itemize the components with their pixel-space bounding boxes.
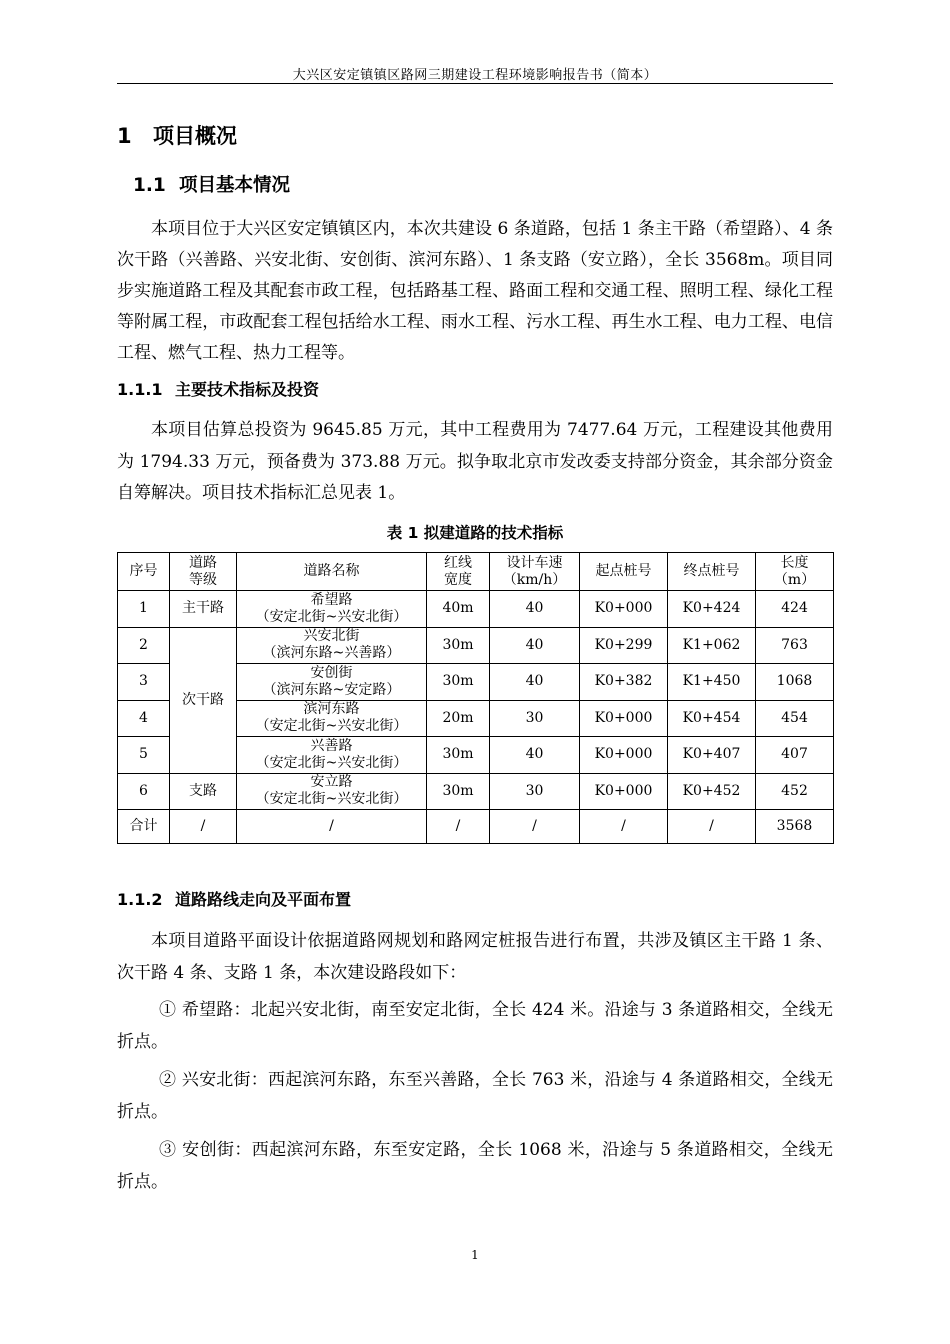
cell-width: 30m	[427, 664, 490, 701]
cell-width: 30m	[427, 773, 490, 810]
header-seq: 序号	[118, 553, 170, 591]
section-number: 1.1.1	[117, 380, 163, 399]
cell-seq: 6	[118, 773, 170, 810]
cell-seq: 4	[118, 700, 170, 737]
cell-grade: 次干路	[170, 627, 237, 773]
header-end: 终点桩号	[668, 553, 756, 591]
header-speed-line1: 设计车速	[506, 554, 563, 571]
header-length-line1: 长度	[780, 554, 809, 571]
header-length	[756, 553, 834, 591]
investment-paragraph: 本项目估算总投资为 9645.85 万元，其中工程费用为 7477.64 万元，工程建设其他费用为 1794.33 万元，预备费为 373.88 万元。拟争取北京市发改委支持部分资金，其余部分资金自筹解决。项目技术指标汇总见表 1。	[117, 420, 833, 503]
cell-grade: 主干路	[170, 591, 237, 628]
cell-start: K0+000	[580, 700, 668, 737]
cell-name	[237, 700, 427, 737]
header-start: 起点桩号	[580, 553, 668, 591]
cell-width: 20m	[427, 700, 490, 737]
cell-start: K0+299	[580, 627, 668, 664]
cell-name	[237, 773, 427, 810]
cell-speed: 40	[490, 591, 580, 628]
page-number: 1	[471, 1248, 479, 1262]
cell-length: 407	[756, 737, 834, 774]
cell-seq: 1	[118, 591, 170, 628]
cell-end: K0+452	[668, 773, 756, 810]
header-rule	[117, 83, 833, 84]
road-name: 希望路	[310, 591, 353, 608]
table-row	[118, 627, 834, 664]
table-header-row	[118, 553, 834, 591]
cell-start: K0+000	[580, 773, 668, 810]
route-item: ① 希望路：北起兴安北街，南至安定北街，全长 424 米。沿途与 3 条道路相交，全线无折点。	[117, 1000, 833, 1052]
header-width-line1: 红线	[444, 554, 472, 571]
cell-length: 452	[756, 773, 834, 810]
header-grade-line2: 等级	[189, 571, 217, 588]
road-range: （滨河东路~兴善路）	[262, 645, 401, 662]
road-range: （安定北街~兴安北街）	[255, 754, 408, 771]
route-item: ② 兴安北街：西起滨河东路，东至兴善路，全长 763 米，沿途与 4 条道路相交，全线无折点。	[117, 1070, 833, 1122]
road-range: （安定北街~兴安北街）	[255, 608, 408, 625]
road-name: 安立路	[310, 774, 353, 791]
section-title: 主要技术指标及投资	[175, 380, 320, 399]
header-width-line2: 宽度	[444, 571, 472, 588]
cell-width: 30m	[427, 627, 490, 664]
header-width	[427, 553, 490, 591]
section-heading-1-1	[133, 171, 290, 197]
total-start: /	[580, 810, 668, 844]
road-name: 兴善路	[310, 737, 353, 754]
cell-width: 40m	[427, 591, 490, 628]
cell-length: 424	[756, 591, 834, 628]
section-title: 项目基本情况	[179, 175, 291, 196]
cell-speed: 40	[490, 627, 580, 664]
cell-speed: 40	[490, 737, 580, 774]
header-grade-line1: 道路	[189, 554, 217, 571]
cell-end: K0+424	[668, 591, 756, 628]
cell-start: K0+382	[580, 664, 668, 701]
cell-width: 30m	[427, 737, 490, 774]
road-name: 滨河东路	[303, 701, 360, 718]
road-range: （安定北街~兴安北街）	[255, 791, 408, 808]
cell-end: K1+062	[668, 627, 756, 664]
cell-speed: 40	[490, 664, 580, 701]
total-name: /	[237, 810, 427, 844]
cell-seq: 5	[118, 737, 170, 774]
layout-paragraph: 本项目道路平面设计依据道路网规划和路网定桩报告进行布置，共涉及镇区主干路 1 条、次干路 4 条、支路 1 条，本次建设路段如下：	[117, 931, 833, 983]
section-heading-1-1-2	[117, 887, 351, 910]
table-row	[118, 591, 834, 628]
cell-name	[237, 737, 427, 774]
road-range: （安定北街~兴安北街）	[255, 718, 408, 735]
table-caption: 表 1 拟建道路的技术指标	[386, 524, 564, 542]
cell-name	[237, 664, 427, 701]
section-title: 道路路线走向及平面布置	[175, 890, 352, 909]
total-length: 3568	[756, 810, 834, 844]
section-heading-1	[117, 120, 237, 150]
section-number: 1.1	[133, 175, 166, 196]
table-total-row	[118, 810, 834, 844]
header-name: 道路名称	[237, 553, 427, 591]
total-end: /	[668, 810, 756, 844]
cell-seq: 3	[118, 664, 170, 701]
section-heading-1-1-1	[117, 377, 319, 400]
cell-speed: 30	[490, 773, 580, 810]
cell-length: 1068	[756, 664, 834, 701]
total-width: /	[427, 810, 490, 844]
header-grade	[170, 553, 237, 591]
cell-start: K0+000	[580, 591, 668, 628]
route-item: ③ 安创街：西起滨河东路，东至安定路，全长 1068 米，沿途与 5 条道路相交，全线无折点。	[117, 1140, 833, 1192]
table-row	[118, 773, 834, 810]
cell-length: 454	[756, 700, 834, 737]
header-speed	[490, 553, 580, 591]
cell-end: K0+454	[668, 700, 756, 737]
cell-seq: 2	[118, 627, 170, 664]
cell-grade: 支路	[170, 773, 237, 810]
header-length-line2: （m）	[773, 571, 816, 588]
road-range: （滨河东路~安定路）	[262, 681, 401, 698]
cell-start: K0+000	[580, 737, 668, 774]
technical-indicators-table	[117, 552, 834, 844]
cell-end: K1+450	[668, 664, 756, 701]
section-title: 项目概况	[153, 124, 237, 148]
cell-speed: 30	[490, 700, 580, 737]
road-name: 兴安北街	[303, 628, 360, 645]
cell-length: 763	[756, 627, 834, 664]
intro-paragraph: 本项目位于大兴区安定镇镇区内，本次共建设 6 条道路，包括 1 条主干路（希望路）、4 条次干路（兴善路、兴安北街、安创街、滨河东路）、1 条支路（安立路），全长 3568m。项目同步实施道路工程及其配套市政工程，包括路基工程、路面工程和交通工程、照明工程、绿化工程等附属工程，市政配套工程包括给水工程、雨水工程、污水工程、再生水工程、电力工程、电信工程、燃气工程、热力工程等。	[117, 219, 833, 363]
header-speed-line2: （km/h）	[502, 571, 567, 588]
road-name: 安创街	[310, 664, 353, 681]
total-grade: /	[170, 810, 237, 844]
section-number: 1	[117, 124, 132, 148]
section-number: 1.1.2	[117, 890, 163, 909]
cell-end: K0+407	[668, 737, 756, 774]
total-speed: /	[490, 810, 580, 844]
cell-name	[237, 627, 427, 664]
cell-name	[237, 591, 427, 628]
total-label: 合计	[118, 810, 170, 844]
running-header: 大兴区安定镇镇区路网三期建设工程环境影响报告书（简本）	[292, 68, 658, 83]
